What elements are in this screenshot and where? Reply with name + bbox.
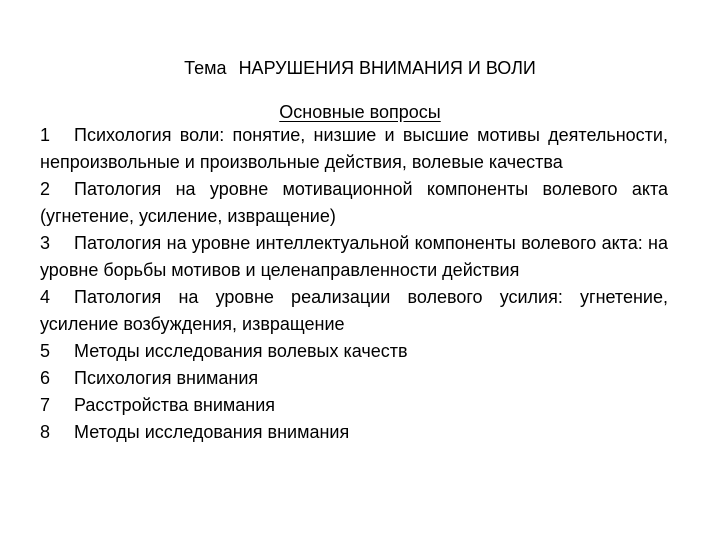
- list-item: [40, 365, 668, 392]
- list-item: [40, 176, 668, 230]
- list-item: [40, 392, 668, 419]
- section-heading-text: Основные вопросы: [279, 102, 441, 122]
- section-heading: [0, 101, 720, 123]
- list-item: [40, 338, 668, 365]
- item-text: Методы исследования внимания: [74, 422, 350, 442]
- item-text: Психология внимания: [74, 368, 259, 388]
- item-text: Психология воли: понятие, низшие и высшие мотивы деятельности, непроизвольные и произвольные действия, волевые качества: [40, 125, 668, 172]
- item-number: 3: [40, 233, 51, 253]
- item-text: Патология на уровне мотивационной компоненты волевого акта (угнетение, усиление, извращение): [40, 179, 668, 226]
- item-number: 2: [40, 179, 51, 199]
- item-text: Патология на уровне интеллектуальной компоненты волевого акта: на уровне борьбы мотивов и целенаправленности действия: [40, 233, 668, 280]
- item-number: 6: [40, 368, 51, 388]
- title-prefix: Тема: [184, 58, 227, 78]
- item-number: 7: [40, 395, 51, 415]
- title-text: НАРУШЕНИЯ ВНИМАНИЯ И ВОЛИ: [238, 58, 536, 78]
- item-text: Расстройства внимания: [74, 395, 276, 415]
- list-item: [40, 419, 668, 446]
- item-number: 1: [40, 125, 51, 145]
- item-number: 5: [40, 341, 51, 361]
- list-item: [40, 230, 668, 284]
- item-number: 8: [40, 422, 51, 442]
- item-text: Методы исследования волевых качеств: [74, 341, 408, 361]
- questions-list: [40, 122, 668, 446]
- list-item: [40, 122, 668, 176]
- item-text: Патология на уровне реализации волевого усилия: угнетение, усиление возбуждения, извращение: [40, 287, 668, 334]
- list-item: [40, 284, 668, 338]
- page-title: [0, 57, 720, 79]
- item-number: 4: [40, 287, 51, 307]
